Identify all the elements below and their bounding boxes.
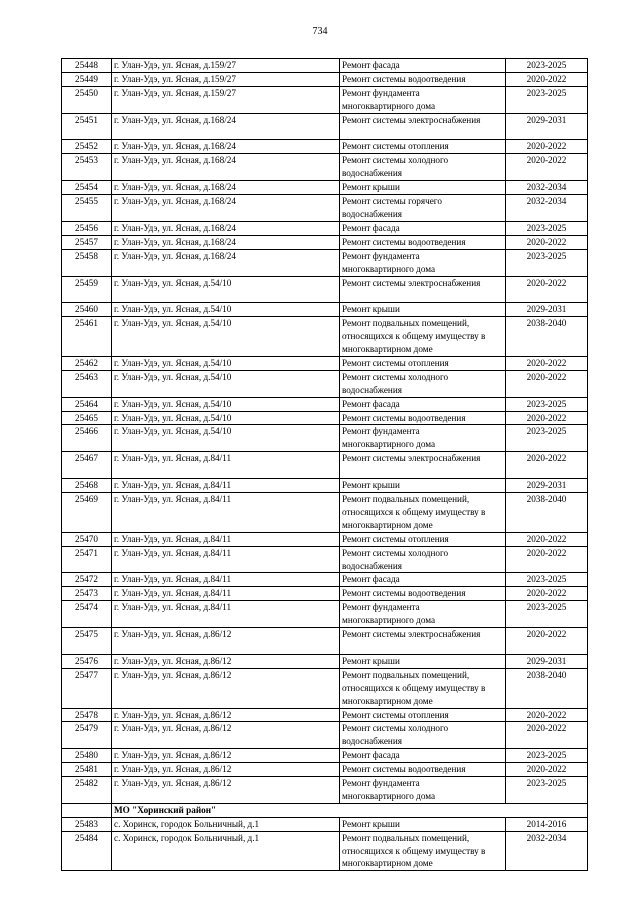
table-row: [62, 573, 588, 587]
row-number: 25465: [62, 411, 112, 425]
work-type-line: Ремонт фундамента: [342, 250, 420, 261]
table-row: [62, 601, 588, 628]
period-cell: 2029-2031: [506, 113, 588, 140]
work-type-cell: [340, 425, 506, 452]
work-type-cell: [340, 140, 506, 154]
work-type-cell: [340, 59, 506, 73]
period-cell: 2020-2022: [506, 708, 588, 722]
period-cell: 2032-2034: [506, 195, 588, 222]
table-row: [62, 397, 588, 411]
period-cell: 2020-2022: [506, 763, 588, 777]
period-cell: 2023-2025: [506, 249, 588, 276]
address-cell: г. Улан-Удэ, ул. Ясная, д.54/10: [112, 276, 340, 303]
row-number: 25463: [62, 370, 112, 397]
address-cell: г. Улан-Удэ, ул. Ясная, д.86/12: [112, 668, 340, 708]
row-number: 25450: [62, 86, 112, 113]
work-type-line: [342, 127, 503, 140]
period-cell: 2038-2040: [506, 493, 588, 533]
table-row: [62, 831, 588, 871]
work-type-cell: [340, 221, 506, 235]
table-row: [62, 628, 588, 655]
work-type-cell: [340, 722, 506, 749]
period-cell: 2020-2022: [506, 140, 588, 154]
work-type-line: Ремонт подвальных помещений,: [342, 832, 470, 843]
work-type-line: водоснабжения: [342, 560, 402, 571]
work-type-line: водоснабжения: [342, 736, 402, 747]
period-cell: 2020-2022: [506, 546, 588, 573]
work-type-cell: [340, 493, 506, 533]
row-number: 25460: [62, 303, 112, 317]
table-body: [62, 59, 588, 871]
row-number: 25476: [62, 654, 112, 668]
table-row: [62, 59, 588, 73]
section-row: [62, 803, 588, 817]
row-number: 25461: [62, 317, 112, 357]
work-type-cell: [340, 587, 506, 601]
address-cell: г. Улан-Удэ, ул. Ясная, д.168/24: [112, 154, 340, 181]
work-type-line: многоквартирном доме: [342, 344, 433, 355]
row-number: 25478: [62, 708, 112, 722]
work-type-line: Ремонт системы электроснабжения: [342, 453, 481, 464]
table-row: [62, 777, 588, 804]
work-type-line: Ремонт системы водоотведения: [342, 588, 466, 599]
work-type-line: Ремонт крыши: [342, 182, 400, 193]
work-type-line: относящихся к общему имуществу в: [342, 682, 486, 693]
work-type-cell: [340, 817, 506, 831]
work-type-line: Ремонт системы электроснабжения: [342, 114, 481, 125]
period-cell: 2020-2022: [506, 370, 588, 397]
work-type-line: Ремонт подвальных помещений,: [342, 669, 470, 680]
work-type-line: Ремонт системы отопления: [342, 709, 449, 720]
table-row: [62, 749, 588, 763]
row-number: 25481: [62, 763, 112, 777]
section-title: МО "Хоринский район": [112, 803, 588, 817]
work-type-line: многоквартирного дома: [342, 100, 436, 111]
period-cell: 2023-2025: [506, 397, 588, 411]
period-cell: 2029-2031: [506, 303, 588, 317]
row-number: 25475: [62, 628, 112, 655]
table-row: [62, 276, 588, 303]
work-type-line: Ремонт фундамента: [342, 778, 420, 789]
work-type-line: относящихся к общему имуществу в: [342, 506, 486, 517]
row-number: 25467: [62, 452, 112, 479]
work-type-line: Ремонт фундамента: [342, 87, 420, 98]
table-row: [62, 249, 588, 276]
work-type-line: [342, 289, 503, 302]
address-cell: г. Улан-Удэ, ул. Ясная, д.84/11: [112, 573, 340, 587]
table-row: [62, 113, 588, 140]
row-number: 25473: [62, 587, 112, 601]
row-number: 25464: [62, 397, 112, 411]
address-cell: г. Улан-Удэ, ул. Ясная, д.84/11: [112, 452, 340, 479]
work-type-cell: [340, 276, 506, 303]
row-number: 25466: [62, 425, 112, 452]
row-number: 25482: [62, 777, 112, 804]
work-type-cell: [340, 546, 506, 573]
work-type-line: Ремонт подвальных помещений,: [342, 494, 470, 504]
row-number: 25462: [62, 356, 112, 370]
table-row: [62, 817, 588, 831]
table-row: [62, 763, 588, 777]
row-number: 25448: [62, 59, 112, 73]
address-cell: г. Улан-Удэ, ул. Ясная, д.86/12: [112, 654, 340, 668]
table-row: [62, 722, 588, 749]
period-cell: 2029-2031: [506, 654, 588, 668]
address-cell: г. Улан-Удэ, ул. Ясная, д.86/12: [112, 763, 340, 777]
address-cell: г. Улан-Удэ, ул. Ясная, д.168/24: [112, 195, 340, 222]
period-cell: 2020-2022: [506, 356, 588, 370]
row-number: 25459: [62, 276, 112, 303]
work-type-line: Ремонт фундамента: [342, 602, 420, 613]
work-type-cell: [340, 831, 506, 871]
row-number: 25455: [62, 195, 112, 222]
period-cell: 2020-2022: [506, 587, 588, 601]
row-number: 25474: [62, 601, 112, 628]
row-number: 25449: [62, 72, 112, 86]
row-number: 25470: [62, 532, 112, 546]
table-row: [62, 546, 588, 573]
work-type-cell: [340, 532, 506, 546]
work-type-line: многоквартирного дома: [342, 439, 436, 450]
period-cell: 2020-2022: [506, 154, 588, 181]
period-cell: 2020-2022: [506, 411, 588, 425]
work-type-line: Ремонт системы холодного: [342, 371, 449, 382]
work-type-line: многоквартирном доме: [342, 858, 433, 869]
table-row: [62, 221, 588, 235]
work-type-cell: [340, 668, 506, 708]
work-type-cell: [340, 303, 506, 317]
table-row: [62, 425, 588, 452]
work-type-cell: [340, 113, 506, 140]
table-row: [62, 235, 588, 249]
row-number: 25454: [62, 181, 112, 195]
address-cell: г. Улан-Удэ, ул. Ясная, д.84/11: [112, 601, 340, 628]
row-number: 25483: [62, 817, 112, 831]
address-cell: г. Улан-Удэ, ул. Ясная, д.159/27: [112, 72, 340, 86]
work-type-line: [342, 465, 503, 478]
row-number: 25477: [62, 668, 112, 708]
work-type-cell: [340, 317, 506, 357]
table-row: [62, 356, 588, 370]
work-type-line: Ремонт крыши: [342, 818, 400, 829]
address-cell: г. Улан-Удэ, ул. Ясная, д.86/12: [112, 708, 340, 722]
period-cell: 2023-2025: [506, 59, 588, 73]
work-type-line: Ремонт системы водоотведения: [342, 73, 466, 84]
address-cell: г. Улан-Удэ, ул. Ясная, д.86/12: [112, 749, 340, 763]
address-cell: с. Хоринск, городок Больничный, д.1: [112, 817, 340, 831]
work-type-line: Ремонт фундамента: [342, 426, 420, 437]
address-cell: г. Улан-Удэ, ул. Ясная, д.84/11: [112, 532, 340, 546]
table-row: [62, 587, 588, 601]
row-number: 25458: [62, 249, 112, 276]
work-type-cell: [340, 356, 506, 370]
row-number: 25468: [62, 479, 112, 493]
period-cell: 2023-2025: [506, 425, 588, 452]
address-cell: г. Улан-Удэ, ул. Ясная, д.54/10: [112, 425, 340, 452]
period-cell: 2023-2025: [506, 573, 588, 587]
period-cell: 2029-2031: [506, 479, 588, 493]
address-cell: г. Улан-Удэ, ул. Ясная, д.168/24: [112, 221, 340, 235]
work-type-cell: [340, 235, 506, 249]
table-row: [62, 452, 588, 479]
repair-schedule-table: [61, 58, 588, 871]
work-type-line: относящихся к общему имуществу в: [342, 845, 486, 856]
work-type-cell: [340, 249, 506, 276]
work-type-line: Ремонт системы водоотведения: [342, 412, 466, 423]
address-cell: г. Улан-Удэ, ул. Ясная, д.168/24: [112, 140, 340, 154]
table-row: [62, 140, 588, 154]
work-type-line: Ремонт крыши: [342, 480, 400, 491]
period-cell: 2020-2022: [506, 722, 588, 749]
address-cell: г. Улан-Удэ, ул. Ясная, д.86/12: [112, 628, 340, 655]
work-type-line: водоснабжения: [342, 208, 402, 219]
period-cell: 2023-2025: [506, 221, 588, 235]
period-cell: 2038-2040: [506, 317, 588, 357]
table-row: [62, 479, 588, 493]
work-type-line: Ремонт системы электроснабжения: [342, 277, 481, 288]
table-row: [62, 532, 588, 546]
address-cell: г. Улан-Удэ, ул. Ясная, д.84/11: [112, 587, 340, 601]
page-number: 734: [312, 26, 328, 37]
row-number: 25452: [62, 140, 112, 154]
period-cell: 2020-2022: [506, 235, 588, 249]
work-type-line: Ремонт системы водоотведения: [342, 236, 466, 247]
work-type-cell: [340, 86, 506, 113]
period-cell: 2020-2022: [506, 628, 588, 655]
row-number: 25472: [62, 573, 112, 587]
period-cell: 2020-2022: [506, 276, 588, 303]
address-cell: г. Улан-Удэ, ул. Ясная, д.168/24: [112, 249, 340, 276]
work-type-cell: [340, 411, 506, 425]
address-cell: г. Улан-Удэ, ул. Ясная, д.159/27: [112, 59, 340, 73]
row-number: 25469: [62, 493, 112, 533]
work-type-line: Ремонт фасада: [342, 60, 400, 70]
work-type-line: относящихся к общему имуществу в: [342, 331, 486, 342]
period-cell: 2020-2022: [506, 532, 588, 546]
row-number: 25480: [62, 749, 112, 763]
address-cell: г. Улан-Удэ, ул. Ясная, д.86/12: [112, 777, 340, 804]
address-cell: г. Улан-Удэ, ул. Ясная, д.54/10: [112, 303, 340, 317]
period-cell: 2032-2034: [506, 181, 588, 195]
work-type-line: Ремонт системы водоотведения: [342, 764, 466, 775]
table-row: [62, 370, 588, 397]
work-type-line: Ремонт подвальных помещений,: [342, 318, 470, 329]
work-type-cell: [340, 72, 506, 86]
address-cell: г. Улан-Удэ, ул. Ясная, д.54/10: [112, 397, 340, 411]
period-cell: 2014-2016: [506, 817, 588, 831]
work-type-cell: [340, 452, 506, 479]
row-number: 25471: [62, 546, 112, 573]
period-cell: 2020-2022: [506, 452, 588, 479]
period-cell: 2038-2040: [506, 668, 588, 708]
work-type-line: Ремонт фасада: [342, 398, 400, 409]
period-cell: 2023-2025: [506, 86, 588, 113]
work-type-line: Ремонт фасада: [342, 574, 400, 585]
table-row: [62, 303, 588, 317]
row-number: 25451: [62, 113, 112, 140]
section-number-cell: [62, 803, 112, 817]
address-cell: г. Улан-Удэ, ул. Ясная, д.168/24: [112, 235, 340, 249]
address-cell: г. Улан-Удэ, ул. Ясная, д.168/24: [112, 113, 340, 140]
table-row: [62, 86, 588, 113]
work-type-line: Ремонт системы холодного: [342, 547, 449, 558]
work-type-cell: [340, 763, 506, 777]
work-type-line: Ремонт крыши: [342, 304, 400, 315]
table-row: [62, 181, 588, 195]
address-cell: г. Улан-Удэ, ул. Ясная, д.84/11: [112, 479, 340, 493]
table-row: [62, 317, 588, 357]
period-cell: 2023-2025: [506, 601, 588, 628]
work-type-line: многоквартирном доме: [342, 519, 433, 530]
period-cell: 2023-2025: [506, 777, 588, 804]
work-type-cell: [340, 601, 506, 628]
row-number: 25453: [62, 154, 112, 181]
work-type-line: Ремонт крыши: [342, 655, 400, 666]
work-type-line: многоквартирного дома: [342, 615, 436, 626]
work-type-line: Ремонт системы горячего: [342, 196, 442, 207]
table-row: [62, 708, 588, 722]
work-type-line: многоквартирного дома: [342, 790, 436, 801]
work-type-line: Ремонт системы отопления: [342, 141, 449, 152]
table-row: [62, 72, 588, 86]
address-cell: г. Улан-Удэ, ул. Ясная, д.84/11: [112, 493, 340, 533]
work-type-cell: [340, 154, 506, 181]
work-type-line: [342, 641, 503, 654]
address-cell: г. Улан-Удэ, ул. Ясная, д.84/11: [112, 546, 340, 573]
work-type-cell: [340, 370, 506, 397]
work-type-cell: [340, 708, 506, 722]
address-cell: с. Хоринск, городок Больничный, д.1: [112, 831, 340, 871]
work-type-line: Ремонт системы отопления: [342, 357, 449, 368]
period-cell: 2032-2034: [506, 831, 588, 871]
row-number: 25479: [62, 722, 112, 749]
row-number: 25484: [62, 831, 112, 871]
work-type-line: Ремонт системы отопления: [342, 533, 449, 544]
table-row: [62, 493, 588, 533]
work-type-cell: [340, 654, 506, 668]
work-type-cell: [340, 628, 506, 655]
table-row: [62, 154, 588, 181]
work-type-cell: [340, 573, 506, 587]
work-type-line: многоквартирном доме: [342, 695, 433, 706]
period-cell: 2020-2022: [506, 72, 588, 86]
work-type-cell: [340, 479, 506, 493]
address-cell: г. Улан-Удэ, ул. Ясная, д.54/10: [112, 411, 340, 425]
work-type-line: Ремонт фасада: [342, 222, 400, 233]
work-type-cell: [340, 397, 506, 411]
row-number: 25456: [62, 221, 112, 235]
period-cell: 2023-2025: [506, 749, 588, 763]
work-type-line: водоснабжения: [342, 168, 402, 179]
row-number: 25457: [62, 235, 112, 249]
work-type-line: Ремонт системы холодного: [342, 155, 449, 166]
work-type-line: многоквартирного дома: [342, 263, 436, 274]
work-type-cell: [340, 181, 506, 195]
address-cell: г. Улан-Удэ, ул. Ясная, д.86/12: [112, 722, 340, 749]
work-type-cell: [340, 195, 506, 222]
work-type-cell: [340, 777, 506, 804]
work-type-line: Ремонт системы электроснабжения: [342, 629, 481, 640]
work-type-line: Ремонт фасада: [342, 750, 400, 761]
table-row: [62, 668, 588, 708]
table-row: [62, 195, 588, 222]
address-cell: г. Улан-Удэ, ул. Ясная, д.159/27: [112, 86, 340, 113]
address-cell: г. Улан-Удэ, ул. Ясная, д.168/24: [112, 181, 340, 195]
table-row: [62, 411, 588, 425]
work-type-cell: [340, 749, 506, 763]
table-row: [62, 654, 588, 668]
work-type-line: Ремонт системы холодного: [342, 723, 449, 734]
address-cell: г. Улан-Удэ, ул. Ясная, д.54/10: [112, 370, 340, 397]
address-cell: г. Улан-Удэ, ул. Ясная, д.54/10: [112, 317, 340, 357]
work-type-line: водоснабжения: [342, 384, 402, 395]
address-cell: г. Улан-Удэ, ул. Ясная, д.54/10: [112, 356, 340, 370]
